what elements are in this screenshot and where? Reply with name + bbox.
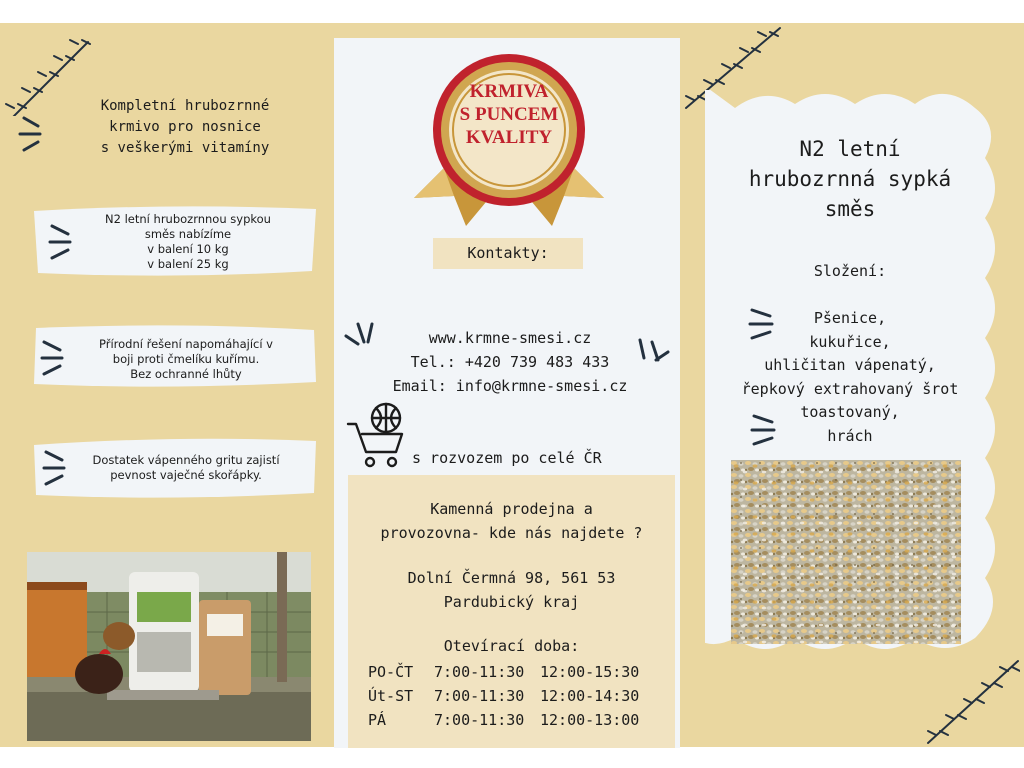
card-natural-solution bbox=[66, 337, 306, 382]
address-line: Dolní Čermná 98, 561 53 bbox=[407, 569, 616, 587]
card-line: v balení 25 kg bbox=[147, 257, 229, 271]
card-line: pevnost vaječné skořápky. bbox=[110, 468, 262, 482]
headline-line: s veškerými vitamíny bbox=[100, 140, 270, 156]
ingredients-list bbox=[715, 307, 985, 448]
hours-afternoon: 12:00-15:30 bbox=[540, 663, 640, 681]
hours-title: Otevírací doba: bbox=[443, 637, 580, 655]
ingredient-item: toastovaný, bbox=[800, 403, 900, 421]
email-link[interactable]: Email: info@krmne-smesi.cz bbox=[392, 377, 628, 395]
ingredient-item: Pšenice, bbox=[813, 309, 887, 327]
hours-row bbox=[368, 684, 668, 708]
store-line: provozovna- kde nás najdete ? bbox=[380, 524, 643, 542]
shopping-cart-globe-icon bbox=[346, 402, 410, 472]
headline-line: krmivo pro nosnice bbox=[109, 119, 261, 135]
hours-morning: 7:00-11:30 bbox=[434, 663, 525, 681]
accent-lines-icon bbox=[16, 114, 46, 154]
ingredient-item: hrách bbox=[827, 426, 873, 445]
hours-morning: 7:00-11:30 bbox=[434, 711, 525, 729]
hours-day: PO-ČT bbox=[368, 663, 414, 681]
card-line: boji proti čmelíku kuřímu. bbox=[112, 352, 260, 366]
product-title bbox=[715, 134, 985, 224]
website-link[interactable]: www.krmne-smesi.cz bbox=[428, 329, 592, 347]
store-line: Kamenná prodejna a bbox=[430, 500, 593, 518]
hens-image bbox=[27, 552, 311, 741]
contact-block bbox=[360, 326, 660, 398]
delivery-text: s rozvozem po celé ČR bbox=[412, 449, 602, 467]
hens-photo bbox=[27, 552, 311, 741]
grain-mix-image bbox=[731, 460, 961, 644]
hours-day: Út-ST bbox=[368, 687, 414, 705]
hours-day: PÁ bbox=[368, 711, 387, 729]
hours-morning: 7:00-11:30 bbox=[434, 687, 525, 705]
address-line: Pardubický kraj bbox=[443, 593, 580, 611]
hours-row bbox=[368, 708, 668, 732]
card-line: Bez ochranné lhůty bbox=[130, 367, 242, 381]
badge-line: KVALITY bbox=[465, 127, 553, 148]
card-line: směs nabízíme bbox=[144, 227, 232, 241]
store-heading bbox=[348, 497, 675, 545]
badge-line: S PUNCEM bbox=[459, 104, 559, 125]
title-line: směs bbox=[824, 197, 876, 221]
accent-lines-icon bbox=[38, 338, 68, 378]
title-line: N2 letní bbox=[799, 137, 901, 161]
ingredient-item: řepkový extrahovaný šrot bbox=[741, 379, 959, 398]
composition-title: Složení: bbox=[813, 262, 887, 280]
badge-text bbox=[440, 80, 578, 149]
contacts-title: Kontakty: bbox=[467, 244, 549, 262]
left-headline bbox=[60, 96, 310, 159]
ingredient-item: kukuřice, bbox=[809, 332, 891, 351]
hours-afternoon: 12:00-13:00 bbox=[540, 711, 640, 729]
hours-afternoon: 12:00-14:30 bbox=[540, 687, 640, 705]
card-grit bbox=[64, 453, 308, 483]
phone-number[interactable]: Tel.: +420 739 483 433 bbox=[410, 353, 610, 371]
title-line: hrubozrnná sypká bbox=[748, 167, 952, 191]
ingredient-item: uhličitan vápenatý, bbox=[764, 356, 936, 374]
headline-line: Kompletní hrubozrnné bbox=[100, 98, 270, 114]
card-packaging bbox=[70, 212, 306, 272]
address-block bbox=[348, 566, 675, 614]
grain-mix-photo bbox=[731, 460, 961, 644]
card-line: N2 letní hrubozrnnou sypkou bbox=[105, 212, 271, 226]
hours-row bbox=[368, 660, 668, 684]
card-line: v balení 10 kg bbox=[147, 242, 229, 256]
badge-line: KRMIVA bbox=[469, 81, 549, 102]
opening-hours-table bbox=[368, 660, 668, 732]
card-line: Dostatek vápenného gritu zajistí bbox=[92, 453, 280, 467]
card-line: Přírodní řešení napomáhající v bbox=[99, 337, 273, 351]
